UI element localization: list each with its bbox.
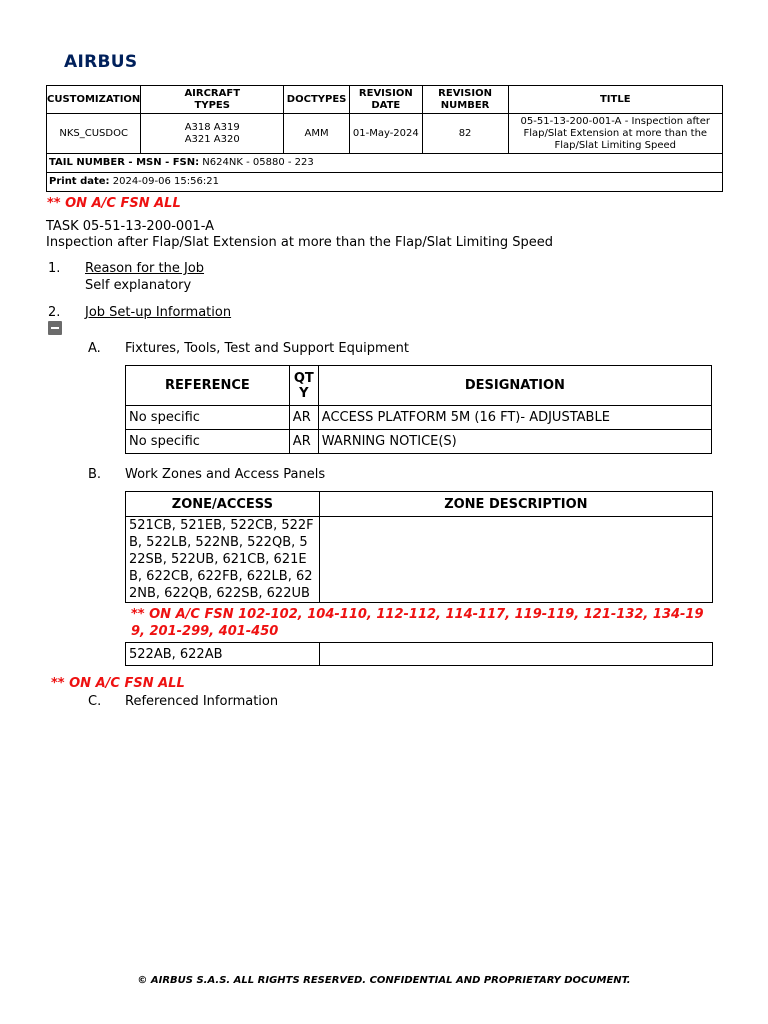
col-doctypes: DOCTYPES: [284, 86, 350, 114]
subsection-c-letter: C.: [88, 694, 102, 709]
subsection-c-heading: Referenced Information: [125, 694, 279, 709]
task-title: Inspection after Flap/Slat Extension at more than the Flap/Slat Limiting Speed: [46, 235, 553, 250]
equipment-table: [125, 365, 712, 454]
section-1-heading: Reason for the Job: [85, 261, 205, 276]
customization-value: NKS_CUSDOC: [47, 114, 141, 154]
qty-cell: AR: [289, 406, 318, 430]
collapse-icon[interactable]: [48, 321, 62, 335]
col-revision-number: REVISION NUMBER: [422, 86, 508, 114]
effectivity-bottom: ** ON A/C FSN ALL: [51, 676, 185, 691]
tail-number-value: N624NK - 05880 - 223: [202, 157, 314, 168]
task-id: TASK 05-51-13-200-001-A: [46, 219, 215, 234]
zone-description-cell: [319, 517, 712, 603]
effectivity-mid: ** ON A/C FSN 102-102, 104-110, 112-112, 114-117, 119-119, 121-132, 134-199, 201-299, 401-450: [131, 607, 704, 639]
header-values-row: [47, 114, 723, 154]
doctypes-value: AMM: [284, 114, 350, 154]
section-2-heading[interactable]: Job Set-up Information: [85, 305, 232, 320]
col-designation: DESIGNATION: [318, 366, 711, 406]
tail-number-row: [47, 154, 723, 173]
designation-cell: WARNING NOTICE(S): [318, 430, 711, 454]
document-header-table: [46, 85, 723, 192]
reference-cell: No specific: [126, 430, 290, 454]
table-row: [126, 406, 712, 430]
col-title: TITLE: [508, 86, 723, 114]
col-reference: REFERENCE: [126, 366, 290, 406]
equipment-header-row: [126, 366, 712, 406]
designation-cell: ACCESS PLATFORM 5M (16 FT)- ADJUSTABLE: [318, 406, 711, 430]
header-columns-row: [47, 86, 723, 114]
qty-cell: AR: [289, 430, 318, 454]
col-zone-description: ZONE DESCRIPTION: [319, 492, 712, 517]
section-2-number: 2.: [48, 305, 61, 320]
zone-access-cell: 522AB, 622AB: [126, 643, 320, 666]
zones-table: [125, 491, 713, 603]
aircraft-types-value: A318 A319 A321 A320: [141, 114, 284, 154]
airbus-logo: AIRBUS: [64, 52, 138, 72]
tail-number-label: TAIL NUMBER - MSN - FSN:: [49, 157, 200, 168]
subsection-a-heading: Fixtures, Tools, Test and Support Equipment: [125, 341, 409, 356]
col-qty: QTY: [289, 366, 318, 406]
print-date-value: 2024-09-06 15:56:21: [112, 176, 219, 187]
section-1-body: Self explanatory: [85, 278, 192, 293]
reference-cell: No specific: [126, 406, 290, 430]
col-aircraft-types: AIRCRAFT TYPES: [141, 86, 284, 114]
table-row: [126, 643, 713, 666]
print-date-row: [47, 173, 723, 192]
zone-description-cell: [319, 643, 712, 666]
tail-number-cell: [47, 154, 723, 173]
zones-table-2: [125, 642, 713, 666]
footer-copyright: © AIRBUS S.A.S. ALL RIGHTS RESERVED. CONFIDENTIAL AND PROPRIETARY DOCUMENT.: [137, 975, 631, 986]
zones-header-row: [126, 492, 713, 517]
title-value: 05-51-13-200-001-A - Inspection after Flap/Slat Extension at more than the Flap/Slat Limiting Speed: [508, 114, 723, 154]
col-customization: CUSTOMIZATION: [47, 86, 141, 114]
section-1-number: 1.: [48, 261, 61, 276]
subsection-a-letter: A.: [88, 341, 101, 356]
subsection-b-letter: B.: [88, 467, 102, 482]
col-revision-date: REVISION DATE: [349, 86, 422, 114]
table-row: [126, 430, 712, 454]
revision-date-value: 01-May-2024: [349, 114, 422, 154]
table-row: [126, 517, 713, 603]
zone-access-cell: 521CB, 521EB, 522CB, 522FB, 522LB, 522NB, 522QB, 522SB, 522UB, 621CB, 621EB, 622CB, 622FB, 622LB, 622NB, 622QB, 622SB, 622UB: [126, 517, 320, 603]
subsection-b-heading: Work Zones and Access Panels: [125, 467, 326, 482]
print-date-cell: [47, 173, 723, 192]
print-date-label: Print date:: [49, 176, 110, 187]
revision-number-value: 82: [422, 114, 508, 154]
col-zone-access: ZONE/ACCESS: [126, 492, 320, 517]
effectivity-top: ** ON A/C FSN ALL: [47, 196, 181, 211]
